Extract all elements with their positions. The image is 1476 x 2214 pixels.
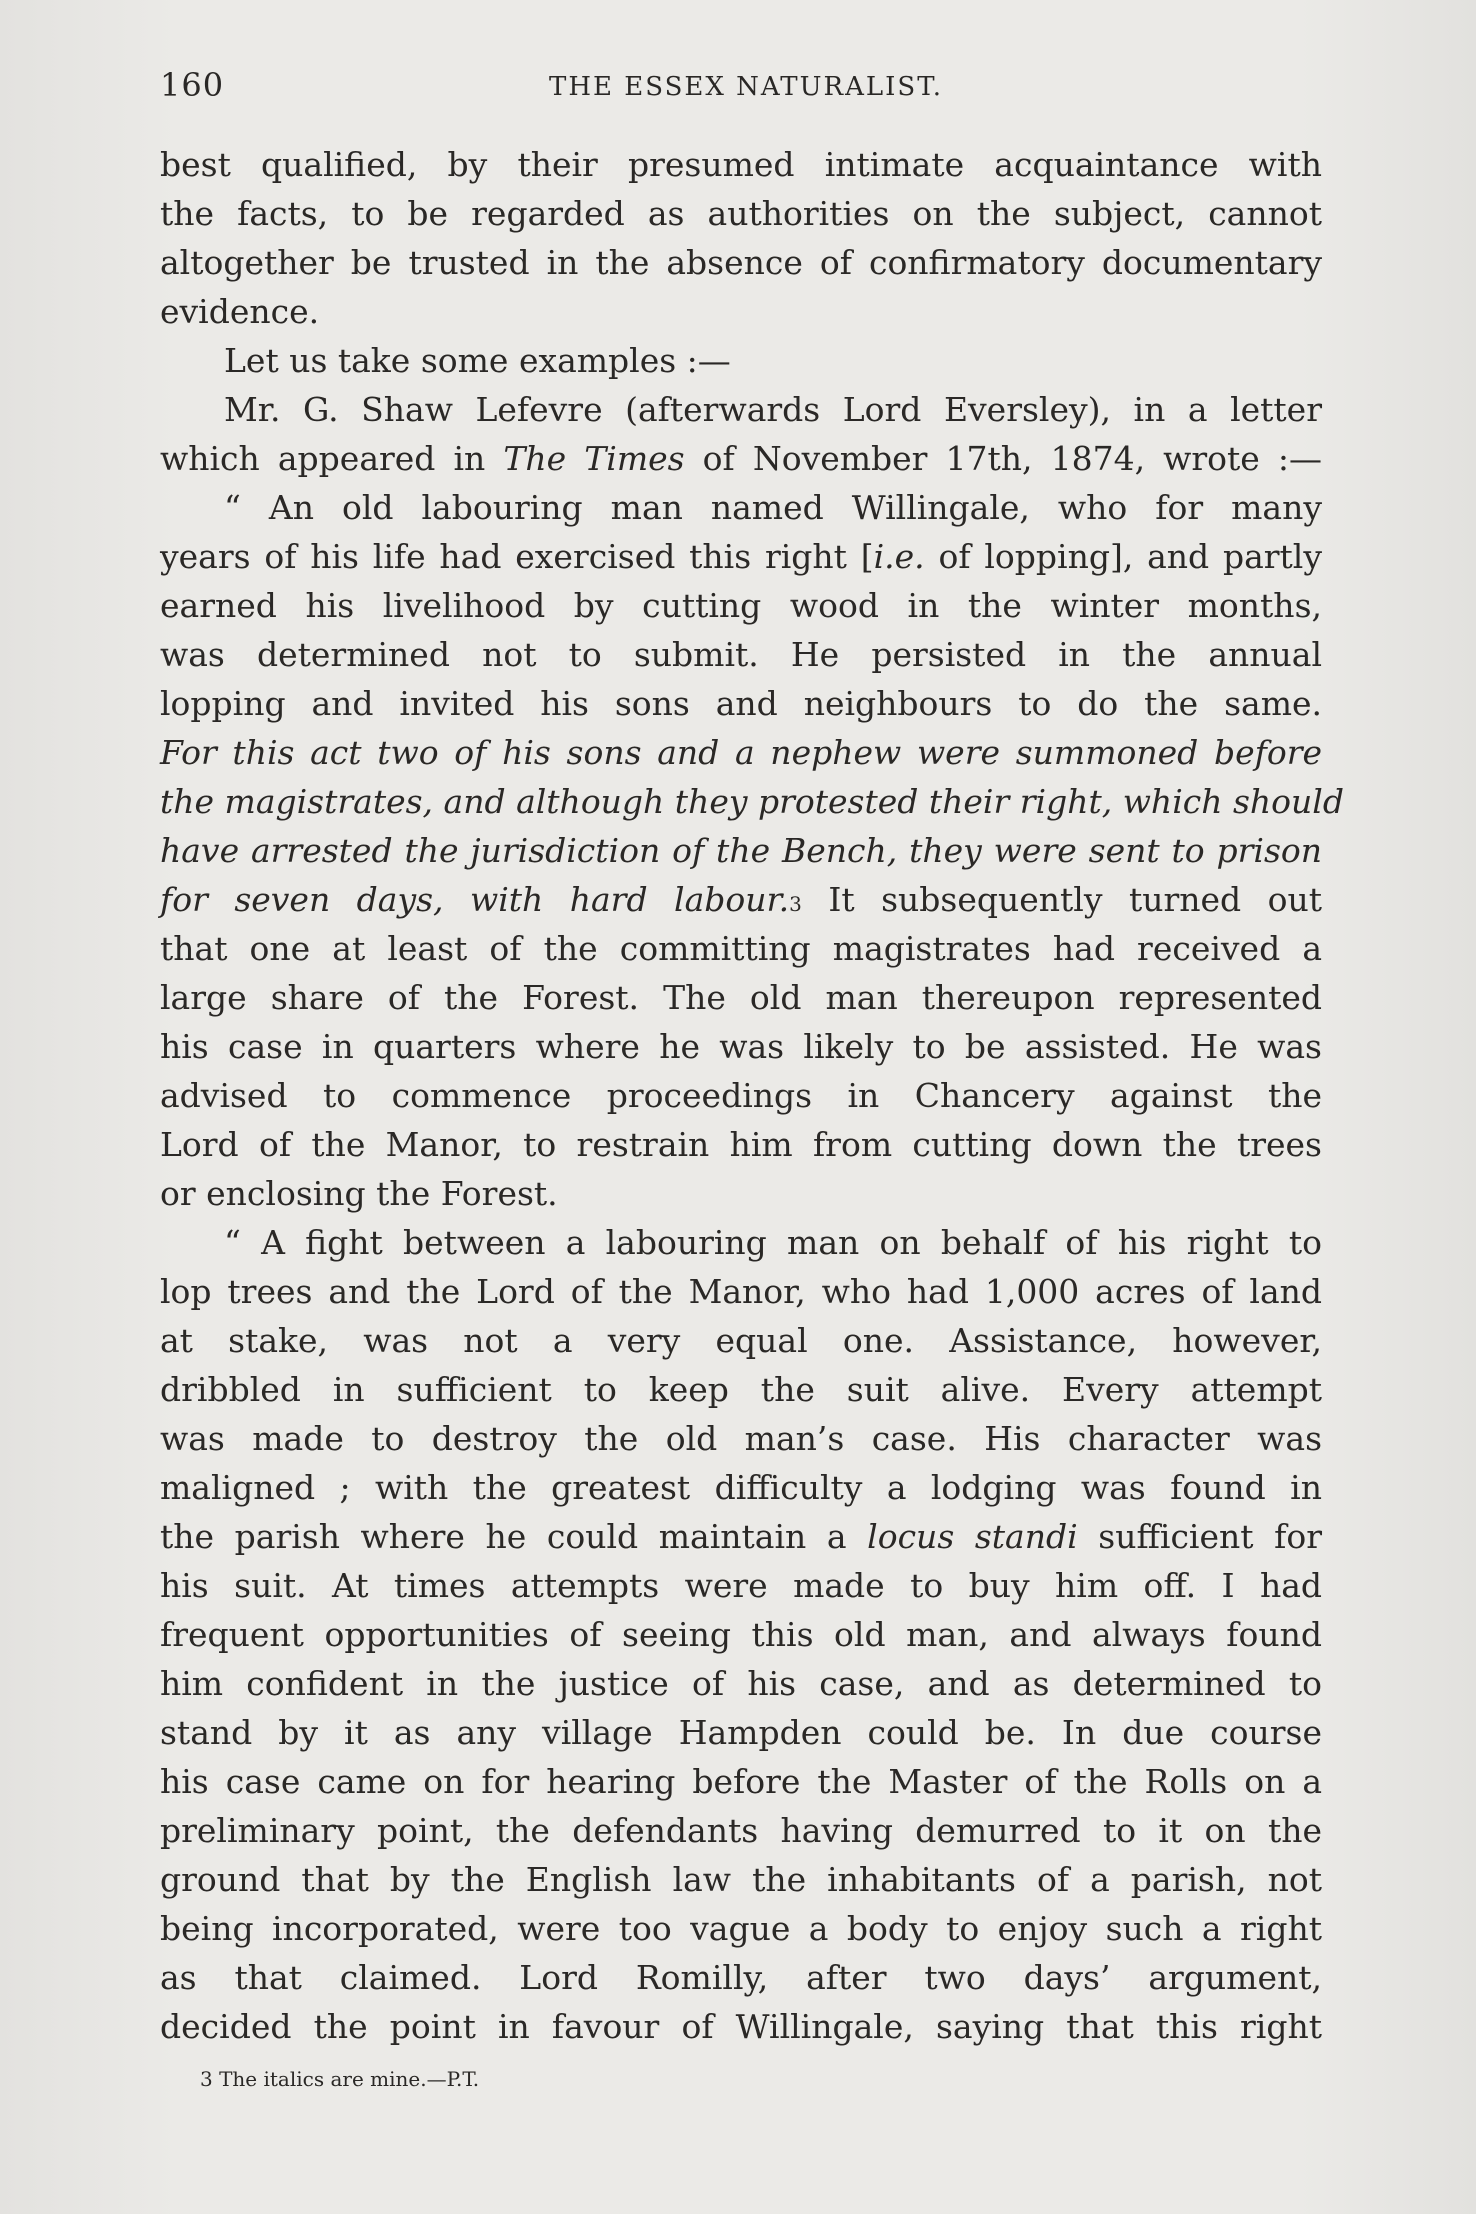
text-line: decided the point in favour of Willingale, saying that this right [160, 2007, 1322, 2046]
body-text [160, 140, 1344, 2051]
text-line: large share of the Forest. The old man thereupon represented [160, 978, 1322, 1017]
text-line: ground that by the English law the inhabitants of a parish, not [160, 1860, 1322, 1899]
text-line: the facts, to be regarded as authorities on the subject, cannot [160, 194, 1322, 233]
text-line: or enclosing the Forest. [160, 1174, 558, 1213]
text-line [160, 875, 1322, 924]
newspaper-title: The Times [503, 439, 685, 478]
running-head [160, 66, 1332, 110]
text-line: advised to commence proceedings in Chancery against the [160, 1076, 1322, 1115]
text-line: Let us take some examples :— [224, 341, 731, 380]
journal-title: THE ESSEX NATURALIST. [548, 72, 943, 102]
text-line: his case in quarters where he was likely to be assisted. He was [160, 1027, 1322, 1066]
text-line: lop trees and the Lord of the Manor, who had 1,000 acres of land [160, 1272, 1322, 1311]
italic-run: for seven days, with hard labour. [160, 880, 790, 919]
text-run: sufficient for [1077, 1517, 1322, 1556]
text-line: him confident in the justice of his case, and as determined to [160, 1664, 1322, 1703]
text-line: “ A fight between a labouring man on behalf of his right to [224, 1223, 1322, 1262]
text-line-italic: the magistrates, and although they protested their right, which should [160, 782, 1344, 821]
text-line: was made to destroy the old man’s case. His character was [160, 1419, 1322, 1458]
text-line: his case came on for hearing before the Master of the Rolls on a [160, 1762, 1322, 1801]
text-line: maligned ; with the greatest difficulty a lodging was found in [160, 1468, 1322, 1507]
text-line: earned his livelihood by cutting wood in the winter months, [160, 586, 1322, 625]
text-run: the parish where he could maintain a [160, 1517, 868, 1556]
text-line: stand by it as any village Hampden could be. In due course [160, 1713, 1322, 1752]
page-number: 160 [160, 66, 225, 104]
text-run: years of his life had exercised this right [ [160, 537, 874, 576]
footnote: 3 The italics are mine.—P.T. [200, 2067, 480, 2091]
text-line: lopping and invited his sons and neighbours to do the same. [160, 684, 1322, 723]
text-run: of November 17th, 1874, wrote :— [684, 439, 1323, 478]
text-line: dribbled in sufficient to keep the suit alive. Every attempt [160, 1370, 1322, 1409]
text-line: preliminary point, the defendants having demurred to it on the [160, 1811, 1322, 1850]
text-line: frequent opportunities of seeing this old man, and always found [160, 1615, 1322, 1654]
text-run: which appeared in [160, 439, 504, 478]
text-line: that one at least of the committing magistrates had received a [160, 929, 1322, 968]
text-run: of lopping], and partly [924, 537, 1322, 576]
text-line [160, 1512, 1322, 1561]
text-line: best qualified, by their presumed intimate acquaintance with [160, 145, 1322, 184]
latin-phrase: locus standi [867, 1517, 1078, 1556]
text-line: Lord of the Manor, to restrain him from cutting down the trees [160, 1125, 1322, 1164]
text-line: “ An old labouring man named Willingale, who for many [224, 488, 1322, 527]
text-line: at stake, was not a very equal one. Assistance, however, [160, 1321, 1322, 1360]
text-line: as that claimed. Lord Romilly, after two days’ argument, [160, 1958, 1322, 1997]
text-line: his suit. At times attempts were made to buy him off. I had [160, 1566, 1322, 1605]
text-line [160, 532, 1322, 581]
text-line-italic: For this act two of his sons and a nephew were summoned before [160, 733, 1322, 772]
italic-abbreviation: i.e. [873, 537, 925, 576]
text-line: altogether be trusted in the absence of confirmatory documentary [160, 243, 1322, 282]
text-run: It subsequently turned out [801, 880, 1322, 919]
text-line: being incorporated, were too vague a body to enjoy such a right [160, 1909, 1322, 1948]
text-line [160, 434, 1322, 483]
footnote-reference: 3 [789, 892, 802, 916]
text-line: Mr. G. Shaw Lefevre (afterwards Lord Eversley), in a letter [224, 390, 1322, 429]
text-line: was determined not to submit. He persisted in the annual [160, 635, 1322, 674]
text-line: evidence. [160, 292, 320, 331]
text-line-italic: have arrested the jurisdiction of the Bench, they were sent to prison [160, 831, 1322, 870]
